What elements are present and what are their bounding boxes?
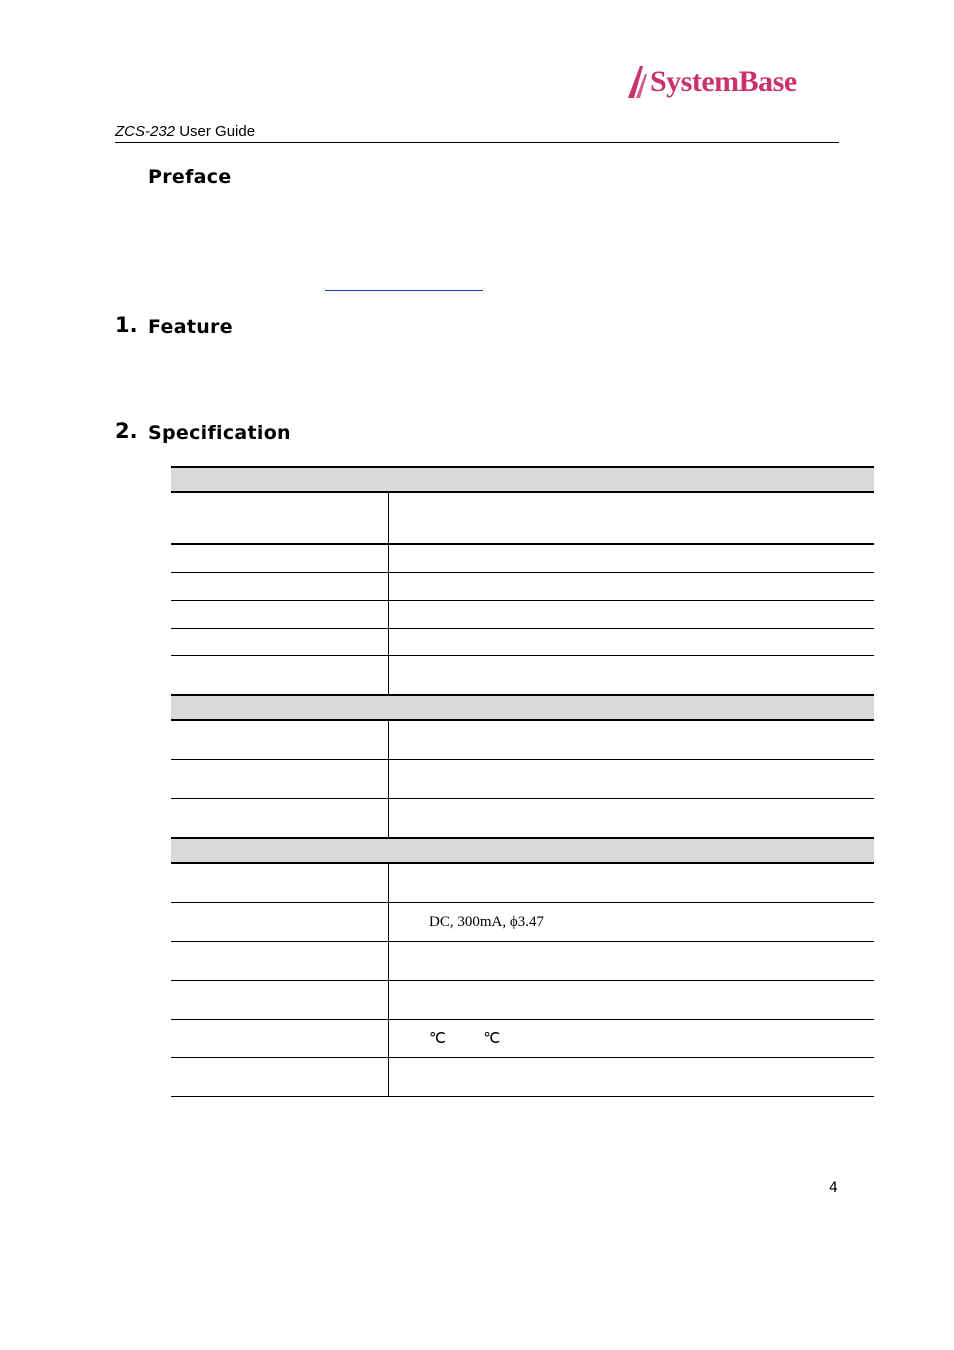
specification-number: 2.	[115, 419, 138, 443]
page-number: 4	[829, 1180, 838, 1196]
table-row	[171, 981, 874, 1020]
table-row	[171, 493, 874, 545]
table-group-header	[171, 837, 874, 864]
running-header	[115, 123, 839, 143]
header-title: User Guide	[179, 123, 256, 140]
table-row	[171, 760, 874, 799]
table-row	[171, 864, 874, 903]
hyperlink-underline[interactable]	[325, 290, 483, 291]
table-row	[171, 601, 874, 629]
preface-heading: Preface	[148, 166, 232, 188]
table-row	[171, 656, 874, 694]
specification-heading: Specification	[148, 422, 291, 444]
table-row	[171, 721, 874, 760]
feature-heading: Feature	[148, 316, 233, 338]
table-group-header	[171, 466, 874, 493]
table-row	[171, 545, 874, 573]
table-row	[171, 629, 874, 656]
table-row	[171, 573, 874, 601]
feature-number: 1.	[115, 313, 138, 337]
systembase-logo	[626, 62, 797, 102]
power-spec-value: DC, 300mA, ϕ3.47	[429, 913, 544, 930]
specification-table	[171, 466, 874, 1097]
logo-text: SystemBase	[650, 65, 797, 98]
temperature-spec-value: ℃ ℃	[429, 1031, 501, 1047]
table-group-header	[171, 694, 874, 721]
header-model: ZCS-232	[115, 123, 176, 140]
table-row-power	[171, 903, 874, 942]
table-row-temperature	[171, 1020, 874, 1058]
logo-mark-icon	[626, 64, 652, 100]
table-row	[171, 799, 874, 837]
table-row	[171, 942, 874, 981]
table-row	[171, 1058, 874, 1097]
